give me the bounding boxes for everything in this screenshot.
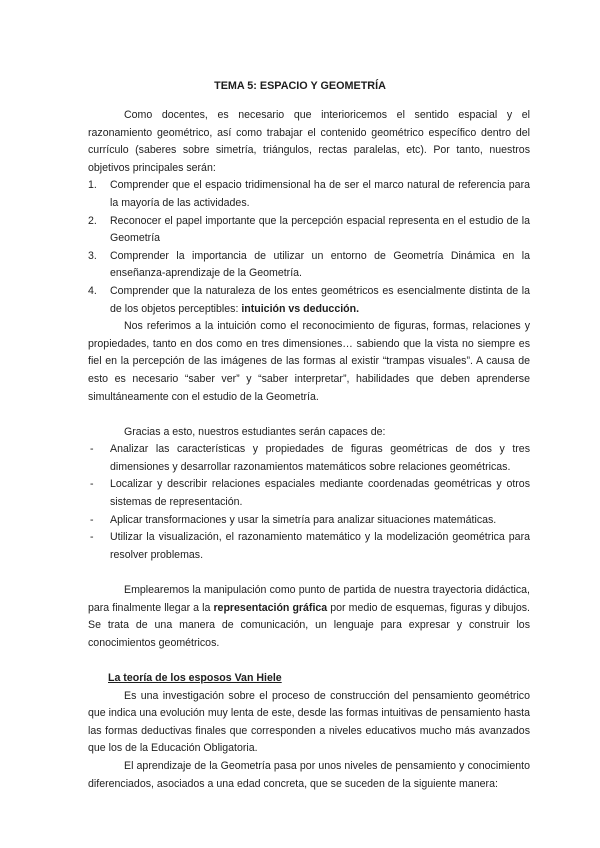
intuition-paragraph: Nos referimos a la intuición como el reconocimiento de figuras, formas, relaciones y propiedades, tanto en dos como en tres dimensiones… sabiendo que la vista no siempre es fiel en la percepción de las imágenes de las formas al existir “trampas visuales”. A causa de esto es necesario “saber ver” y “saber interpretar”, habilidades que deben aprenderse simultáneamente con el estudio de la Geometría.	[88, 320, 530, 403]
list-number: 4.	[88, 284, 97, 297]
list-number: 3.	[88, 249, 97, 262]
list-item	[88, 248, 530, 283]
intro-paragraph: Como docentes, es necesario que interioricemos el sentido espacial y el razonamiento geométrico, así como trabajar el contenido geométrico específico dentro del currículo (saberes sobre simetría, triángulos, rectas paralelas, etc). Por tanto, nuestros objetivos principales serán:	[88, 109, 530, 174]
list-item	[88, 213, 530, 248]
section-heading: La teoría de los esposos Van Hiele	[108, 672, 282, 684]
list-item-text: Utilizar la visualización, el razonamiento matemático y la modelización geométrica para resolver problemas.	[110, 531, 530, 561]
page-title: TEMA 5: ESPACIO Y GEOMETRÍA	[214, 80, 386, 92]
list-item: - Utilizar la visualización, el razonamiento matemático y la modelización geométrica para resolver problemas.	[90, 531, 530, 561]
objectives-list	[88, 177, 530, 318]
capacities-list	[88, 441, 530, 564]
list-item-text: Localizar y describir relaciones espaciales mediante coordenadas geométricas y otros sistemas de representación.	[110, 478, 530, 509]
list-item-text: Analizar las características y propiedades de figuras geométricas de dos y tres dimensiones y desarrollar razonamientos matemáticos sobre relaciones geométricas.	[110, 443, 530, 473]
list-item: - Aplicar transformaciones y usar la simetría para analizar situaciones matemáticas.	[90, 513, 497, 526]
list-item-text: Aplicar transformaciones y usar la simetría para analizar situaciones matemáticas.	[110, 513, 497, 526]
list-number: 1.	[88, 179, 97, 192]
bold-term: representación gráfica	[213, 601, 328, 614]
list-item-text: Comprender que la naturaleza de los entes geométricos es esencialmente distinta de la de los objetos perceptibles:	[110, 284, 530, 315]
van-hiele-paragraph-1: Es una investigación sobre el proceso de construcción del pensamiento geométrico que indica una evolución muy lenta de este, desde las formas intuitivas de pensamiento hasta las formas deductivas finales que corresponden a niveles educativos mucho más avanzados que los de la Educación Obligatoria.	[88, 689, 530, 755]
list-item-bold-text: intuición vs deducción.	[241, 302, 360, 315]
document-body	[88, 107, 530, 793]
van-hiele-paragraph-2: El aprendizaje de la Geometría pasa por unos niveles de pensamiento y conocimiento diferenciados, asociados a una edad concreta, que se suceden de la siguiente manera:	[88, 759, 530, 790]
capacities-intro: Gracias a esto, nuestros estudiantes serán capaces de:	[124, 425, 386, 438]
manipulation-paragraph: Emplearemos la manipulación como punto de partida de nuestra trayectoria didáctica, para finalmente llegar a la representación gráfica por medio de esquemas, figuras y dibujos. Se trata de una manera de comunicación, un lenguaje para expresar y construir los conocimientos geométricos.	[88, 584, 530, 649]
list-item	[88, 177, 530, 212]
list-item-text: Reconocer el papel importante que la percepción espacial representa en el estudio de la Geometría	[110, 214, 530, 245]
list-item-text: Comprender la importancia de utilizar un entorno de Geometría Dinámica en la enseñanza-aprendizaje de la Geometría.	[110, 249, 530, 280]
list-item: - Analizar las características y propiedades de figuras geométricas de dos y tres dimensiones y desarrollar razonamientos matemáticos sobre relaciones geométricas.	[90, 443, 530, 473]
list-number: 2.	[88, 214, 97, 227]
list-item: - Localizar y describir relaciones espaciales mediante coordenadas geométricas y otros sistemas de representación.	[90, 478, 530, 509]
list-item	[88, 283, 530, 318]
list-item-text: Comprender que el espacio tridimensional ha de ser el marco natural de referencia para la mayoría de las actividades.	[110, 179, 530, 209]
